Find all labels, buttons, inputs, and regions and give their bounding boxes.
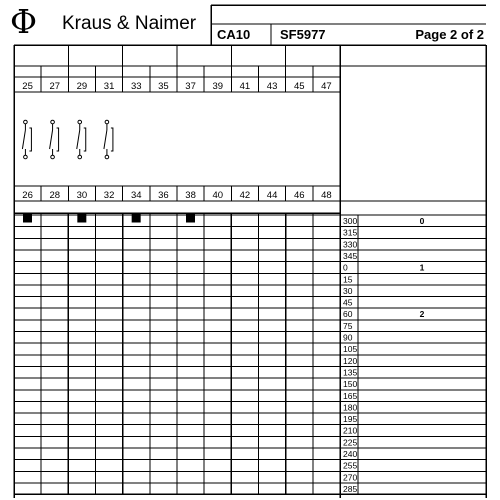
angle-label: 345 — [343, 250, 358, 261]
angle-label: 75 — [343, 320, 353, 331]
closed-contact-mark — [77, 214, 86, 223]
terminal-number-top: 47 — [321, 81, 332, 92]
angle-label: 105 — [343, 344, 358, 355]
terminal-number-top: 43 — [266, 81, 278, 92]
terminal-number-top: 29 — [76, 81, 88, 92]
company-name: Kraus & Naimer — [62, 13, 197, 34]
terminal-number-bottom: 36 — [158, 190, 169, 201]
position-label: 1 — [419, 262, 425, 273]
terminal-number-bottom: 48 — [321, 190, 332, 201]
angle-label: 210 — [343, 425, 358, 436]
contact-symbol-icon — [104, 120, 113, 159]
angle-label: 150 — [343, 379, 358, 390]
contact-symbol-icon — [22, 120, 31, 159]
sheet-number: SF5977 — [280, 27, 326, 42]
terminal-number-top: 25 — [22, 81, 33, 92]
angle-label: 195 — [343, 414, 358, 425]
closed-contact-mark — [132, 214, 141, 223]
angle-label: 135 — [343, 367, 358, 378]
position-label: 2 — [419, 309, 425, 320]
position-label: 0 — [419, 216, 425, 226]
angle-label: 270 — [343, 472, 358, 483]
terminal-number-top: 31 — [103, 81, 115, 92]
terminal-number-bottom: 40 — [212, 190, 224, 201]
terminal-number-bottom: 30 — [76, 190, 88, 201]
angle-label: 300 — [343, 216, 358, 226]
angle-label: 225 — [343, 437, 358, 448]
terminal-number-bottom: 44 — [266, 190, 278, 201]
brand-logo-icon: Φ — [10, 2, 38, 41]
contact-symbol-icon — [50, 120, 59, 159]
angle-label: 30 — [343, 285, 353, 296]
terminal-number-bottom: 34 — [130, 190, 142, 201]
angle-label: 180 — [343, 402, 358, 413]
angle-label: 315 — [343, 227, 358, 238]
terminal-number-top: 37 — [185, 81, 196, 92]
terminal-number-bottom: 38 — [185, 190, 196, 201]
angle-label: 285 — [343, 483, 358, 494]
terminal-number-top: 41 — [239, 81, 251, 92]
angle-label: 45 — [343, 297, 353, 308]
closed-contact-mark — [186, 214, 195, 223]
terminal-number-bottom: 42 — [239, 190, 251, 201]
terminal-number-top: 45 — [293, 81, 305, 92]
angle-label: 240 — [343, 449, 358, 459]
angle-label: 165 — [343, 390, 358, 401]
terminal-number-bottom: 46 — [293, 190, 305, 201]
terminal-number-top: 35 — [158, 81, 169, 92]
terminal-number-top: 27 — [49, 81, 61, 92]
model-number: CA10 — [217, 27, 251, 42]
page-number: Page 2 of 2 — [415, 27, 484, 42]
terminal-number-bottom: 26 — [22, 190, 33, 201]
terminal-number-bottom: 32 — [103, 190, 115, 201]
angle-label: 60 — [343, 309, 353, 320]
terminal-number-top: 33 — [130, 81, 142, 92]
angle-label: 330 — [343, 239, 358, 250]
closed-contact-mark — [23, 214, 32, 223]
angle-label: 0 — [343, 262, 348, 273]
angle-label: 120 — [343, 355, 358, 366]
angle-label: 255 — [343, 460, 358, 471]
angle-label: 15 — [343, 274, 353, 285]
angle-label: 90 — [343, 332, 353, 343]
contact-symbol-icon — [77, 120, 86, 159]
terminal-number-top: 39 — [212, 81, 224, 92]
terminal-number-bottom: 28 — [49, 190, 61, 201]
